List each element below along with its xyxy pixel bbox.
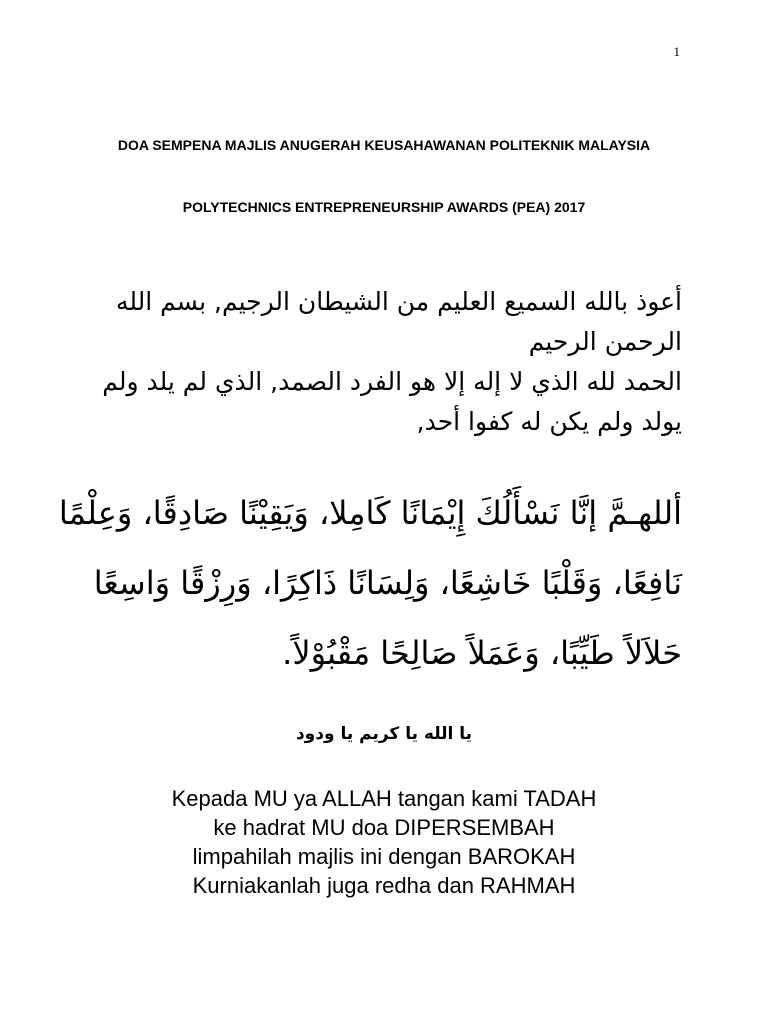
poem-line: Kurniakanlah juga redha dan RAHMAH — [192, 873, 576, 898]
arabic-opening — [86, 282, 682, 442]
arabic-opening-line: الرحمن الرحيم — [528, 327, 682, 356]
page-number: 1 — [673, 44, 680, 59]
poem-line: ke hadrat MU doa DIPERSEMBAH — [213, 815, 555, 840]
document-title: DOA SEMPENA MAJLIS ANUGERAH KEUSAHAWANAN POLITEKNIK MALAYSIA — [117, 137, 651, 153]
poem-line: limpahilah majlis ini dengan BAROKAH — [192, 844, 576, 869]
arabic-dua — [58, 478, 682, 688]
arabic-dua-line: أللهـمَّ إنَّا نَسْأَلُكَ إِيْمَانًا كَامِلا، وَيَقِيْنًا صَادِقًا، وَعِلْمًا — [58, 494, 682, 532]
arabic-opening-line: يولد ولم يكن له كفوا أحد, — [416, 407, 682, 436]
poem-line: Kepada MU ya ALLAH tangan kami TADAH — [171, 786, 597, 811]
document-subtitle: POLYTECHNICS ENTREPRENEURSHIP AWARDS (PEA) 2017 — [182, 199, 586, 215]
arabic-dua-line: حَلاَلاً طَيِّبًا، وَعَمَلاً صَالِحًا مَقْبُوْلاً. — [282, 634, 682, 672]
arabic-opening-line: أعوذ بالله السميع العليم من الشيطان الرجيم, بسم الله — [115, 287, 682, 316]
arabic-invocation: يا الله يا كريم يا ودود — [295, 724, 473, 744]
arabic-opening-line: الحمد لله الذي لا إله إلا هو الفرد الصمد, الذي لم يلد ولم — [102, 367, 682, 396]
arabic-dua-line: نَافِعًا، وَقَلْبًا خَاشِعًا، وَلِسَانًا ذَاكِرًا، وَرِزْقًا وَاسِعًا — [93, 564, 682, 602]
malay-poem — [60, 784, 708, 900]
